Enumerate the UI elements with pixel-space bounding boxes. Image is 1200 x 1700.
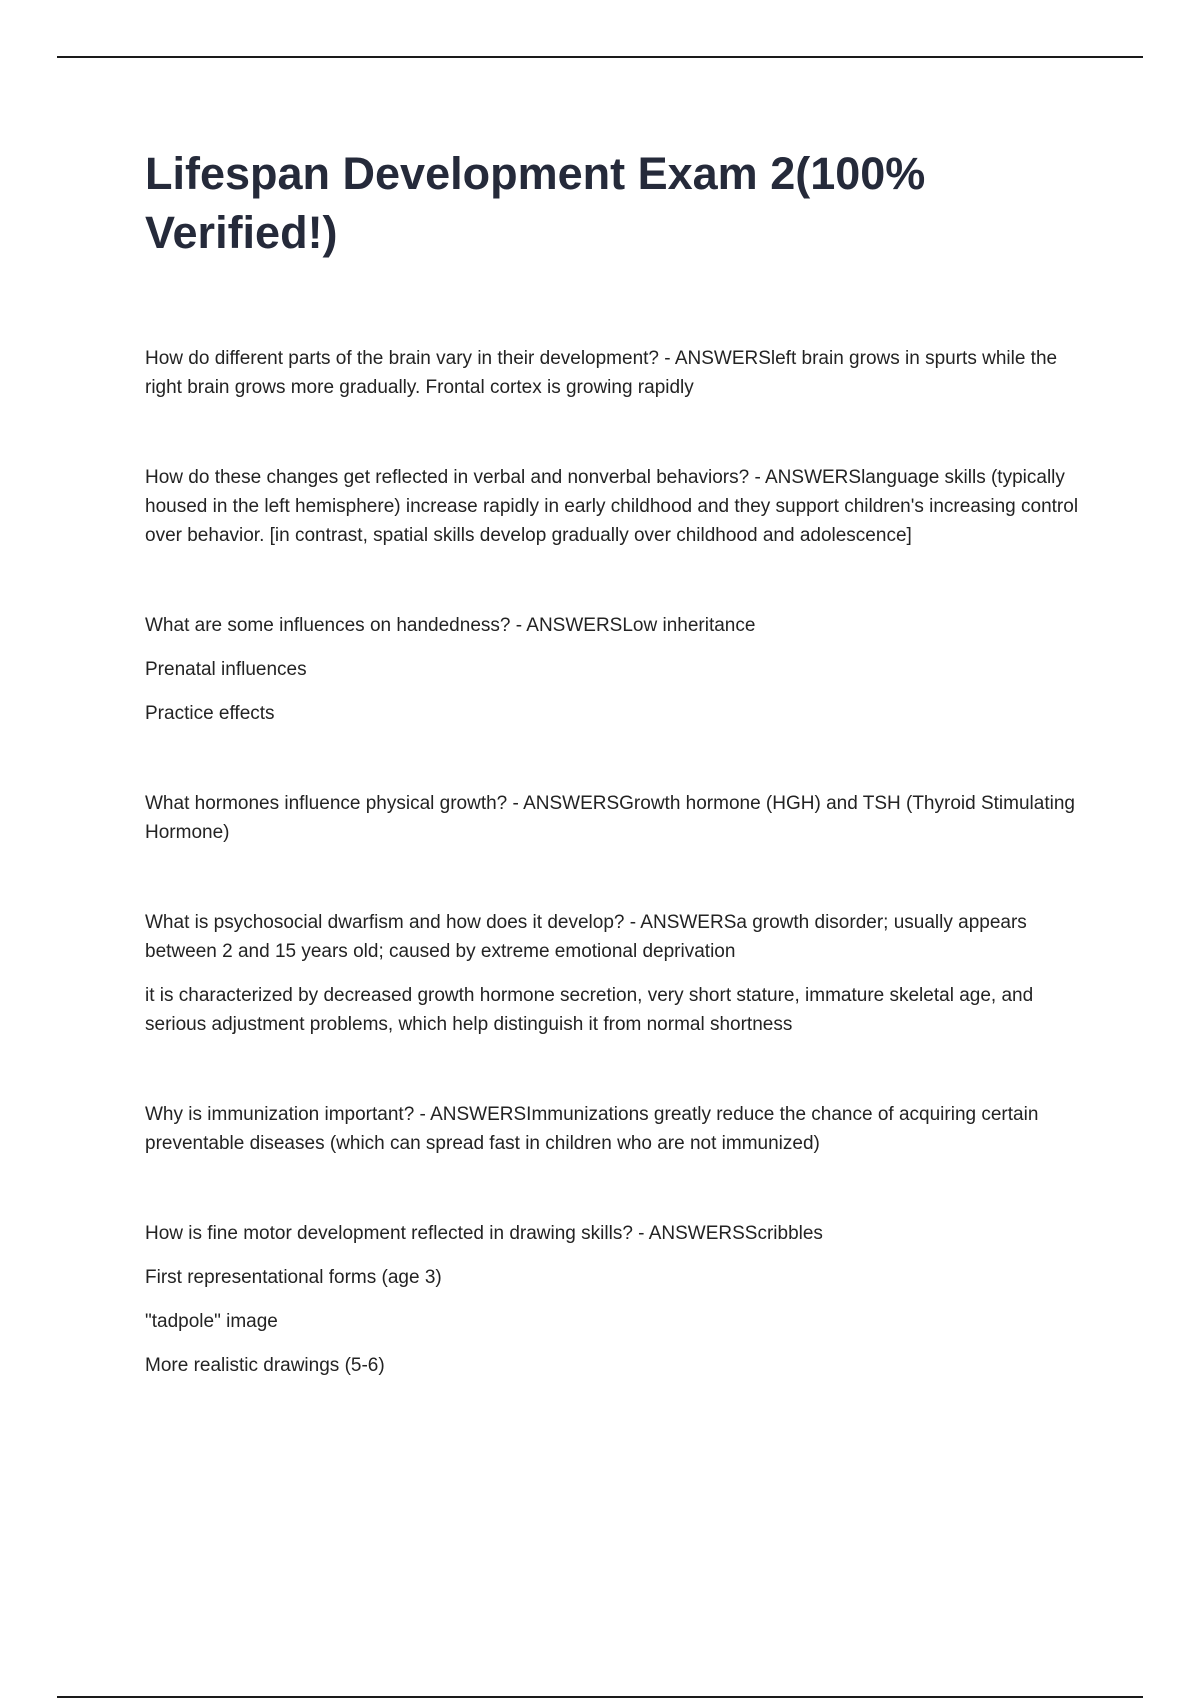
qa-paragraph: First representational forms (age 3) [145, 1267, 442, 1288]
qa-paragraph: Practice effects [145, 703, 275, 724]
qa-paragraph: it is characterized by decreased growth hormone secretion, very short stature, immature skeletal age, and serious adjustment problems, which help distinguish it from normal shortness [145, 985, 1034, 1035]
qa-paragraph: What are some influences on handedness? - ANSWERSLow inheritance [145, 615, 756, 636]
qa-paragraph: Prenatal influences [145, 659, 307, 680]
qa-item [145, 1100, 1095, 1158]
header-rule [57, 56, 1143, 58]
qa-item [145, 611, 1095, 728]
qa-item [145, 344, 1095, 402]
qa-item [145, 1219, 1095, 1380]
page-title: Lifespan Development Exam 2(100% Verified!) [145, 148, 926, 258]
qa-item [145, 463, 1095, 550]
qa-paragraph: What is psychosocial dwarfism and how does it develop? - ANSWERSa growth disorder; usually appears between 2 and 15 years old; caused by extreme emotional deprivation [145, 912, 1027, 962]
qa-paragraph: More realistic drawings (5-6) [145, 1355, 385, 1376]
qa-item [145, 789, 1095, 847]
qa-paragraph: How do different parts of the brain vary in their development? - ANSWERSleft brain grows in spurts while the right brain grows more gradually. Frontal cortex is growing rapidly [145, 348, 1058, 398]
qa-paragraph: What hormones influence physical growth? - ANSWERSGrowth hormone (HGH) and TSH (Thyroid Stimulating Hormone) [145, 793, 1075, 843]
qa-item [145, 908, 1095, 1039]
qa-list [145, 344, 1095, 1380]
qa-paragraph: "tadpole" image [145, 1311, 278, 1332]
qa-paragraph: How do these changes get reflected in verbal and nonverbal behaviors? - ANSWERSlanguage skills (typically housed in the left hemisphere) increase rapidly in early childhood and they support children's increasing control over behavior. [in contrast, spatial skills develop gradually over childhood and adolescence] [145, 467, 1079, 546]
footer-rule [57, 1696, 1143, 1698]
qa-paragraph: How is fine motor development reflected in drawing skills? - ANSWERSScribbles [145, 1223, 823, 1244]
qa-paragraph: Why is immunization important? - ANSWERSImmunizations greatly reduce the chance of acquiring certain preventable diseases (which can spread fast in children who are not immunized) [145, 1104, 1039, 1154]
